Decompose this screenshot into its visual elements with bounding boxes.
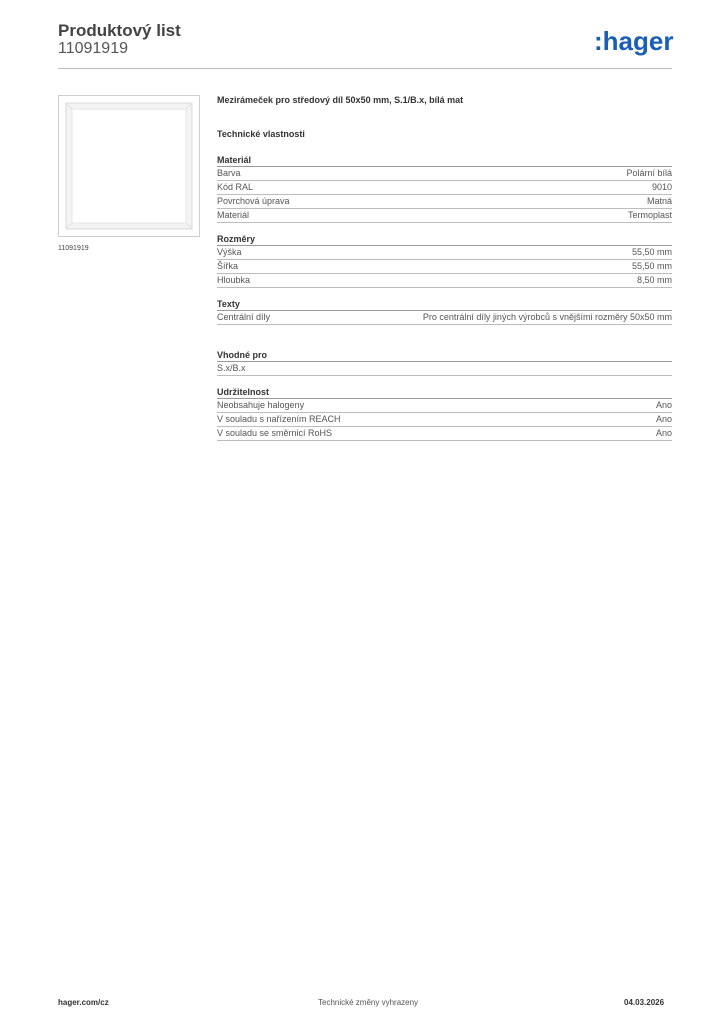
spec-row [217,311,672,325]
row-value: 8,50 mm [636,275,672,285]
row-label: Barva [217,168,241,178]
technical-heading: Technické vlastnosti [217,129,305,139]
row-value: Ano [655,400,672,410]
row-label: V souladu s nařízením REACH [217,414,341,424]
product-image [58,95,200,237]
group-sustainability [217,386,672,441]
group-title: Vhodné pro [217,349,672,362]
logo-text: :hager [594,26,674,56]
header-divider [58,68,672,69]
group-title: Udržitelnost [217,386,672,399]
spec-row [217,427,672,441]
row-label: Povrchová úprava [217,196,290,206]
group-texts [217,298,672,325]
row-label: Centrální díly [217,312,271,322]
row-label: Výška [217,247,242,257]
footer-date: 04.03.2026 [624,998,665,1007]
image-caption: 11091919 [58,245,89,252]
product-code: 11091919 [58,40,128,57]
spec-row [217,246,672,260]
group-title: Materiál [217,154,672,167]
row-label: V souladu se směrnicí RoHS [217,428,333,438]
row-value: Ano [655,428,672,438]
row-label: Neobsahuje halogeny [217,400,305,410]
page-title: Produktový list [58,21,181,40]
spec-row [217,399,672,413]
row-value: 55,50 mm [631,261,672,271]
frame-picture-icon [59,96,199,236]
spec-row [217,362,672,376]
spec-row [217,274,672,288]
row-label: Materiál [217,210,250,220]
spec-content [217,94,672,441]
spec-row [217,195,672,209]
row-value: 9010 [651,182,672,192]
spec-row [217,167,672,181]
hager-logo [594,26,674,58]
row-value: 55,50 mm [631,247,672,257]
spec-row [217,413,672,427]
row-value: Termoplast [627,210,672,220]
group-material [217,154,672,223]
group-title: Texty [217,298,672,311]
group-suitable [217,349,672,376]
group-title: Rozměry [217,233,672,246]
hager-logo-icon [594,26,674,58]
row-value: Polární bílá [626,168,672,178]
spec-row [217,181,672,195]
spec-row [217,260,672,274]
row-value: Matná [646,196,672,206]
row-label: Hloubka [217,275,251,285]
row-label: Šířka [217,261,239,271]
product-title: Mezirámeček pro středový díl 50x50 mm, S.1/B.x, bílá mat [217,95,464,105]
footer-website-link[interactable]: hager.com/cz [58,998,109,1007]
row-label: S.x/B.x [217,363,246,373]
row-value: Pro centrální díly jiných výrobců s vnějšími rozměry 50x50 mm [422,312,672,322]
group-dimensions [217,233,672,288]
row-label: Kód RAL [217,182,254,192]
footer-notice: Technické změny vyhrazeny [318,998,419,1007]
spec-row [217,209,672,223]
row-value: Ano [655,414,672,424]
